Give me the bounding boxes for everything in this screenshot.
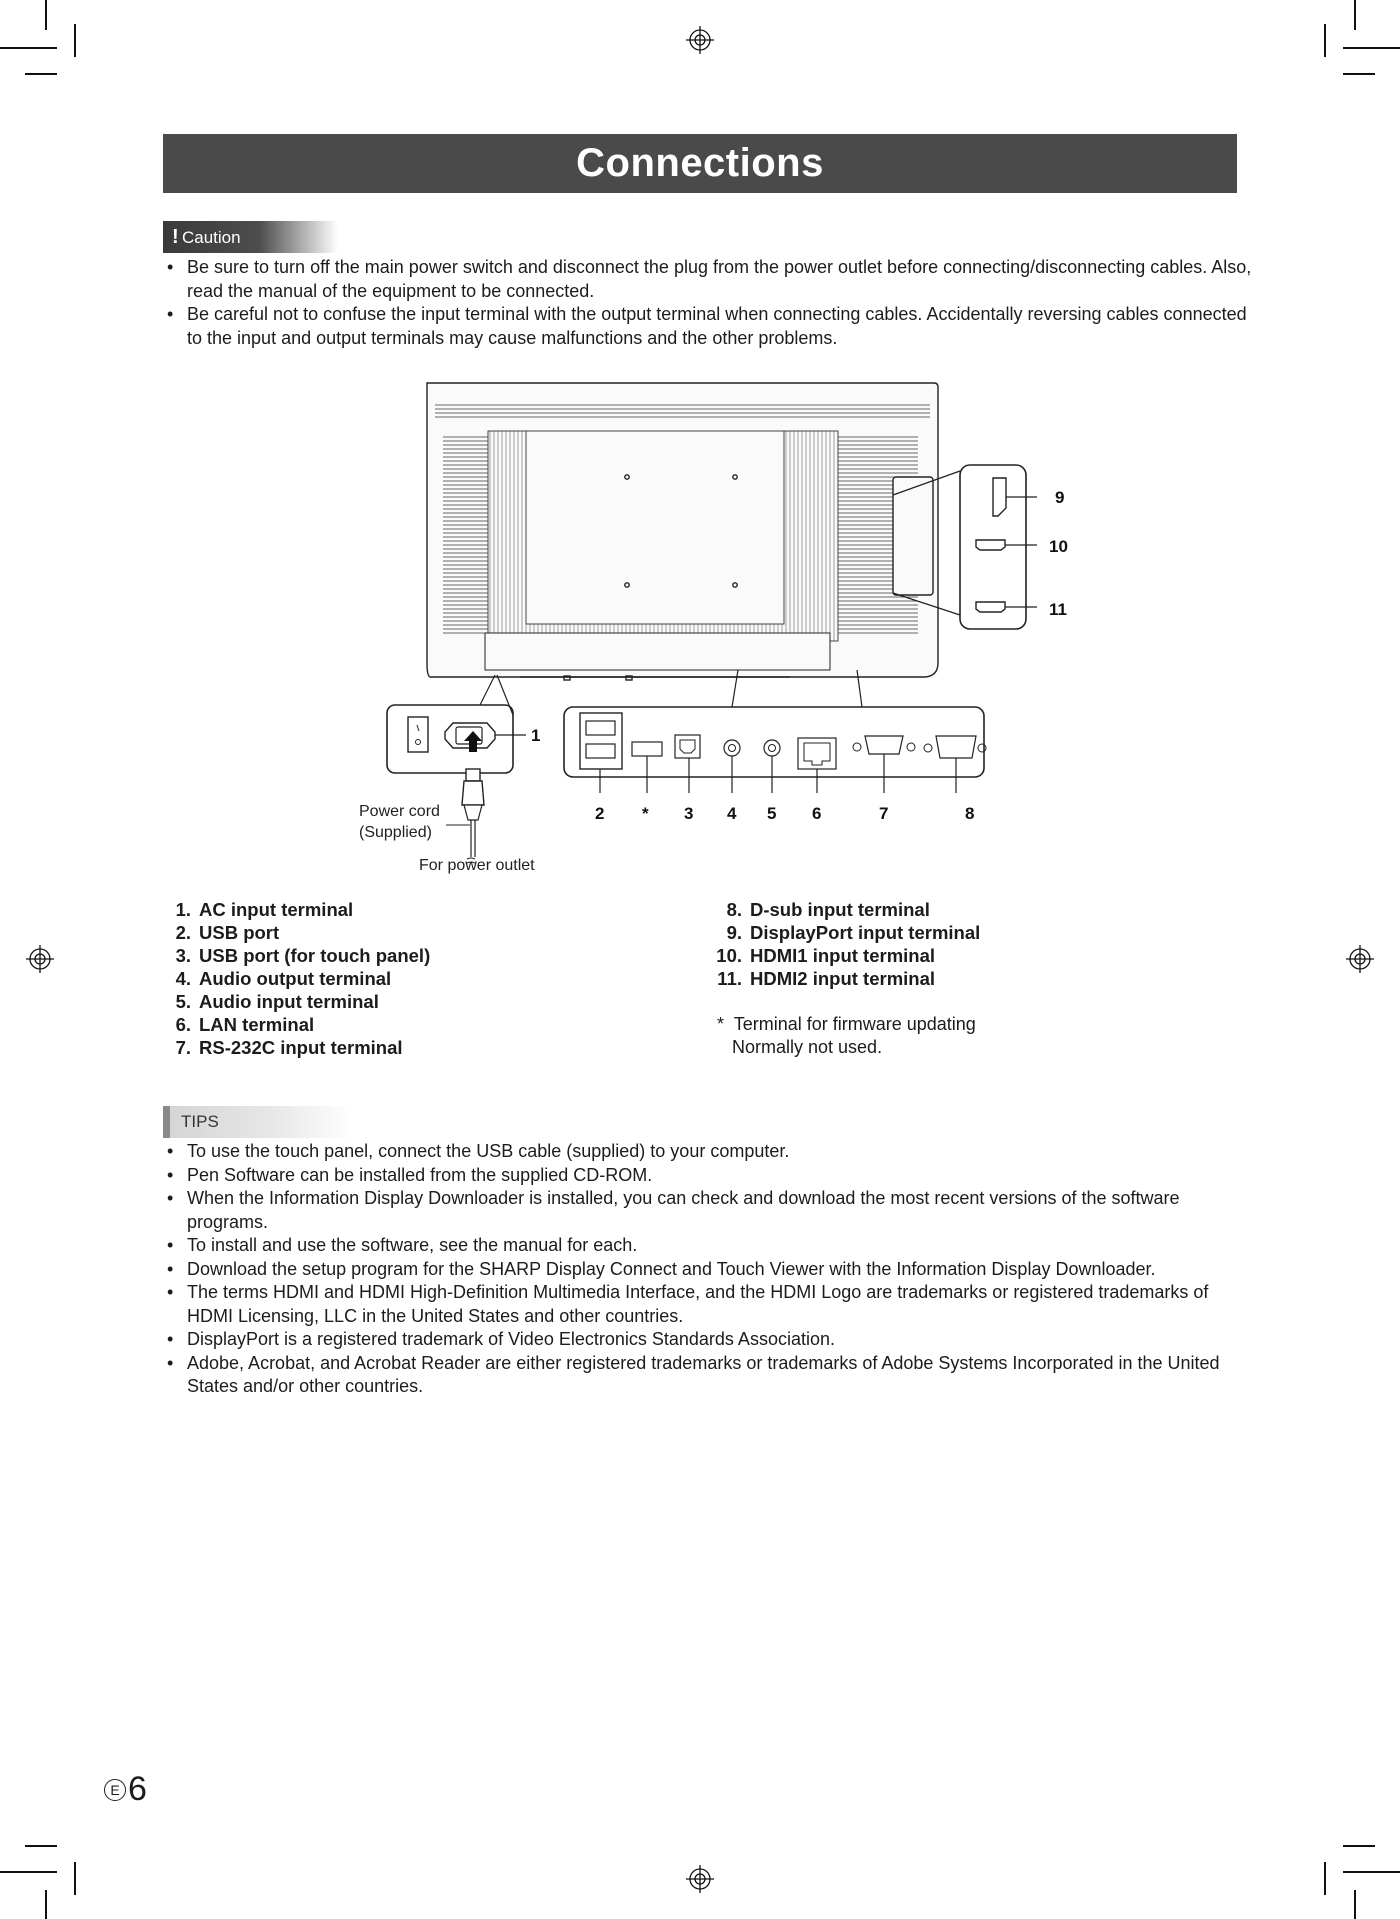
registration-mark-top <box>686 26 714 54</box>
callout-4: 4 <box>727 804 737 823</box>
caution-label <box>163 221 338 253</box>
callout-11: 11 <box>1049 600 1067 619</box>
list-item: 1. AC input terminal <box>175 899 354 920</box>
list-item: 3. USB port (for touch panel) <box>175 945 431 966</box>
tips-item: • DisplayPort is a registered trademark of Video Electronics Standards Association. <box>163 1328 1253 1352</box>
list-item: 2. USB port <box>175 922 280 943</box>
tips-item: • The terms HDMI and HDMI High-Definition Multimedia Interface, and the HDMI Logo are trademarks or registered trademarks of HDMI Licensing, LLC in the United States and other countries. <box>163 1281 1253 1328</box>
list-item: 10. HDMI1 input terminal <box>716 945 936 966</box>
caution-item: • Be sure to turn off the main power switch and disconnect the plug from the power outlet before connecting/disconnecting cables. Also, read the manual of the equipment to be connected. <box>163 256 1253 303</box>
terminal-list-right <box>714 898 980 990</box>
list-item: 6. LAN terminal <box>175 1014 315 1035</box>
callout-9: 9 <box>1055 488 1065 507</box>
list-item: 7. RS-232C input terminal <box>175 1037 403 1058</box>
bottom-terminal-panel <box>564 670 986 793</box>
monitor-back <box>427 383 938 680</box>
power-cord-label: Power cord <box>359 803 440 820</box>
list-item: 5. Audio input terminal <box>175 991 379 1012</box>
exclamation-icon: ! <box>172 226 179 248</box>
power-outlet-label: For power outlet <box>419 857 535 874</box>
callout-asterisk: * <box>642 804 649 823</box>
page-language-badge: E <box>104 1779 126 1801</box>
callout-7: 7 <box>879 804 889 823</box>
footnote-line-2: Normally not used. <box>732 1037 883 1057</box>
tips-label-text: TIPS <box>181 1112 219 1131</box>
tips-item: • To use the touch panel, connect the USB cable (supplied) to your computer. <box>163 1140 1253 1164</box>
list-item: 11. HDMI2 input terminal <box>717 968 936 989</box>
callout-6: 6 <box>812 804 822 823</box>
footnote-marker: * <box>717 1014 725 1034</box>
tips-list <box>163 1140 1253 1399</box>
tips-item: • Pen Software can be installed from the supplied CD-ROM. <box>163 1164 1253 1188</box>
footnote-line-1: Terminal for firmware updating <box>733 1014 976 1034</box>
connection-diagram <box>340 375 1080 885</box>
callout-2: 2 <box>595 804 605 823</box>
power-cord-supplied-label: (Supplied) <box>359 824 432 841</box>
callout-8: 8 <box>965 804 975 823</box>
tips-item: • Download the setup program for the SHARP Display Connect and Touch Viewer with the Information Display Downloader. <box>163 1258 1253 1282</box>
list-item: 9. DisplayPort input terminal <box>726 922 981 943</box>
registration-mark-left <box>26 945 54 973</box>
callout-1: 1 <box>531 726 541 745</box>
caution-label-text: Caution <box>182 228 241 247</box>
footnote <box>717 1013 976 1059</box>
callout-3: 3 <box>684 804 694 823</box>
caution-list <box>163 256 1253 350</box>
callout-10: 10 <box>1049 537 1068 556</box>
tips-item: • To install and use the software, see the manual for each. <box>163 1234 1253 1258</box>
terminal-list-left <box>163 898 430 1059</box>
caution-item: • Be careful not to confuse the input terminal with the output terminal when connecting cables. Accidentally reversing cables connected to the input and output terminals may cause malfunctions and the other problems. <box>163 303 1253 350</box>
tips-label <box>163 1106 353 1138</box>
callout-5: 5 <box>767 804 777 823</box>
page-number <box>104 1770 147 1809</box>
page-number-value: 6 <box>128 1770 147 1808</box>
registration-mark-bottom <box>686 1865 714 1893</box>
list-item: 4. Audio output terminal <box>175 968 392 989</box>
tips-item: • Adobe, Acrobat, and Acrobat Reader are either registered trademarks or trademarks of Adobe Systems Incorporated in the United States and/or other countries. <box>163 1352 1253 1399</box>
tips-item: • When the Information Display Downloader is installed, you can check and download the most recent versions of the software programs. <box>163 1187 1253 1234</box>
list-item: 8. D-sub input terminal <box>726 899 930 920</box>
page-title: Connections <box>163 134 1237 193</box>
registration-mark-right <box>1346 945 1374 973</box>
